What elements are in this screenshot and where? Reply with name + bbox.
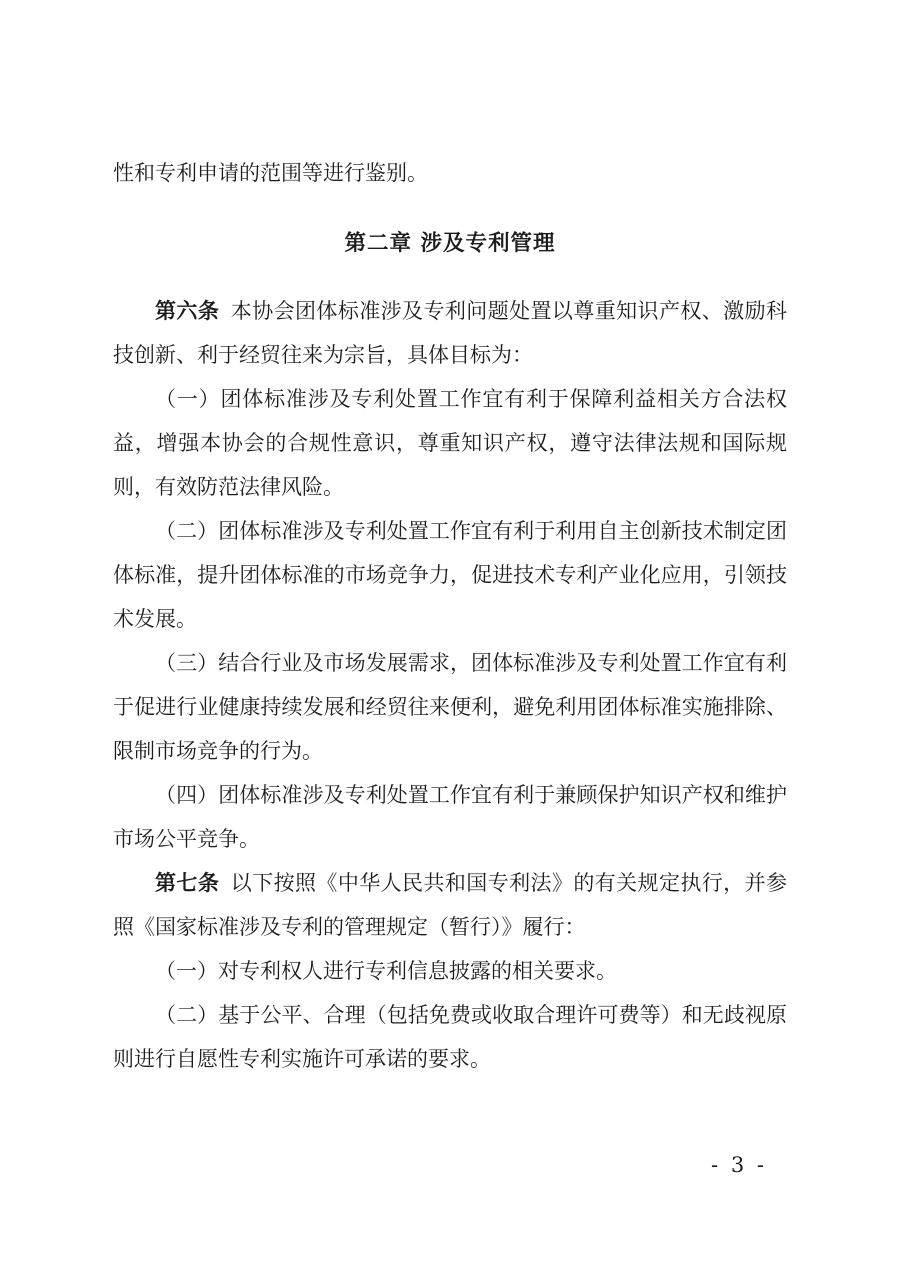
article-7-number: 第七条 — [155, 870, 220, 895]
article-7-text: 以下按照《中华人民共和国专利法》的有关规定执行，并参照《国家标准涉及专利的管理规定（暂行）》履行： — [113, 871, 788, 939]
paragraph-article-6-item-1: （一）团体标准涉及专利处置工作宜有利于保障利益相关方合法权益，增强本协会的合规性意识，尊重知识产权，遵守法律法规和国际规则，有效防范法律风险。 — [113, 387, 787, 499]
paragraph-article-7-item-2: （二）基于公平、合理（包括免费或收取合理许可费等）和无歧视原则进行自愿性专利实施许可承诺的要求。 — [113, 1003, 787, 1071]
paragraph-article-6-item-2: （二）团体标准涉及专利处置工作宜有利于利用自主创新技术制定团体标准，提升团体标准的市场竞争力，促进技术专利产业化应用，引领技术发展。 — [113, 519, 787, 631]
paragraph-article-6 — [113, 289, 787, 377]
page-number: - 3 - — [711, 1153, 767, 1177]
paragraph-article-6-item-3: （三）结合行业及市场发展需求，团体标准涉及专利处置工作宜有利于促进行业健康持续发展和经贸往来便利，避免利用团体标准实施排除、限制市场竞争的行为。 — [113, 651, 787, 763]
article-6-number: 第六条 — [155, 298, 220, 323]
chapter-heading: 第二章 涉及专利管理 — [344, 231, 556, 256]
paragraph-article-7-item-1: （一）对专利权人进行专利信息披露的相关要求。 — [155, 959, 617, 983]
paragraph-article-7 — [113, 861, 787, 949]
paragraph-article-6-item-4: （四）团体标准涉及专利处置工作宜有利于兼顾保护知识产权和维护市场公平竞争。 — [113, 783, 787, 851]
document-body — [113, 151, 787, 1081]
paragraph-continuation: 性和专利申请的范围等进行鉴别。 — [113, 161, 428, 185]
article-6-text: 本协会团体标准涉及专利问题处置以尊重知识产权、激励科技创新、利于经贸往来为宗旨，具体目标为： — [113, 299, 788, 367]
